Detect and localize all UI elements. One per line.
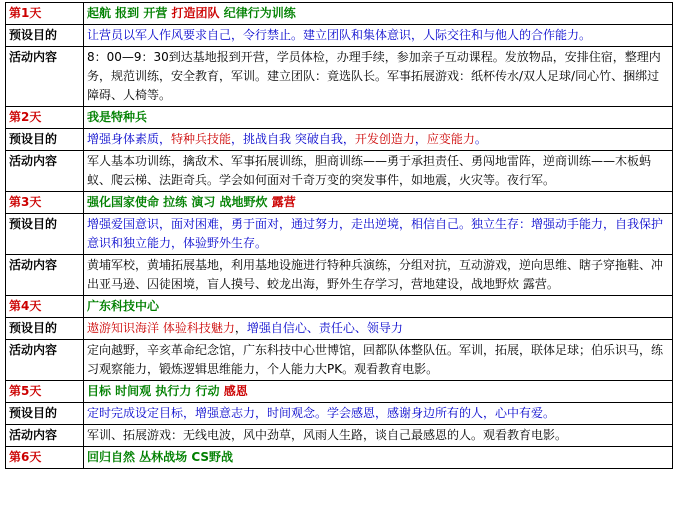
camp-schedule-table	[5, 2, 673, 469]
activity-text: 军人基本功训练，擒敌术、军事拓展训练，胆商训练——勇于承担责任、勇闯地雷阵，逆商训练——木板蚂蚁、爬云梯、法距奇兵。学会如何面对千奇万变的突发事件，如地震，火灾等。夜行军。	[84, 151, 673, 192]
goal-segment: 。	[474, 132, 487, 146]
goal-row	[6, 129, 673, 151]
goal-text	[84, 403, 673, 425]
day-title-segment: 感恩	[223, 384, 248, 398]
day-label: 第4天	[6, 296, 84, 318]
goal-segment: 遨游知识海洋 体验科技魅力	[87, 321, 235, 335]
goal-segment: ，	[414, 132, 427, 146]
day-title-segment: 回归自然 丛林战场 CS野战	[87, 450, 234, 464]
day-title-segment: 我是特种兵	[87, 110, 148, 124]
day-label: 第1天	[6, 3, 84, 25]
goal-segment: 增强自信心、责任心、领导力	[246, 321, 403, 335]
day-title	[84, 192, 673, 214]
goal-segment: 定时完成设定目标，增强意志力，时间观念。学会感恩，感谢身边所有的人，心中有爱。	[87, 406, 556, 420]
goal-text	[84, 25, 673, 47]
goal-row	[6, 403, 673, 425]
activity-row	[6, 340, 673, 381]
activity-row	[6, 47, 673, 107]
activity-label: 活动内容	[6, 47, 84, 107]
goal-label: 预设目的	[6, 318, 84, 340]
activity-text: 黄埔军校，黄埔拓展基地，利用基地设施进行特种兵演练，分组对抗，互动游戏，逆向思维、瞎子穿拖鞋、冲出亚马逊、囚徒困境，盲人摸号、蛟龙出海，野外生存学习，营地建设，战地野炊 露营。	[84, 255, 673, 296]
day-header-row	[6, 107, 673, 129]
day-header-row	[6, 192, 673, 214]
day-title-segment: 纪律行为训练	[219, 6, 296, 20]
day-title	[84, 3, 673, 25]
goal-text	[84, 318, 673, 340]
day-title	[84, 447, 673, 469]
goal-label: 预设目的	[6, 129, 84, 151]
activity-label: 活动内容	[6, 340, 84, 381]
day-title	[84, 107, 673, 129]
day-label: 第2天	[6, 107, 84, 129]
goal-text	[84, 129, 673, 151]
day-title	[84, 381, 673, 403]
day-label: 第6天	[6, 447, 84, 469]
activity-label: 活动内容	[6, 425, 84, 447]
activity-row	[6, 255, 673, 296]
goal-segment: 特种兵技能	[171, 132, 232, 146]
goal-label: 预设目的	[6, 214, 84, 255]
activity-row	[6, 151, 673, 192]
day-title-segment: 广东科技中心	[87, 299, 160, 313]
activity-label: 活动内容	[6, 151, 84, 192]
day-header-row	[6, 296, 673, 318]
day-title-segment: 强化国家使命 拉练 演习 战地野炊	[87, 195, 272, 209]
day-label: 第5天	[6, 381, 84, 403]
goal-label: 预设目的	[6, 403, 84, 425]
activity-label: 活动内容	[6, 255, 84, 296]
goal-row	[6, 214, 673, 255]
goal-text	[84, 214, 673, 255]
goal-segment: 应变能力	[426, 132, 475, 146]
day-header-row	[6, 381, 673, 403]
goal-segment: 增强身体素质，	[87, 132, 172, 146]
day-title-segment: 起航 报到 开营	[87, 6, 172, 20]
goal-row	[6, 318, 673, 340]
day-header-row	[6, 447, 673, 469]
day-title-segment: 目标 时间观 执行力 行动	[87, 384, 224, 398]
day-label: 第3天	[6, 192, 84, 214]
goal-segment: 开发创造力	[354, 132, 415, 146]
activity-text: 8：00—9：30到达基地报到开营，学员体检，办理手续，参加亲子互动课程。发放物品，安排住宿，整理内务，规范训练，安全教育，军训。建立团队：竟选队长。军事拓展游戏：纸杯传水/双人足球/同心竹、捆绑过障碍、人椅等。	[84, 47, 673, 107]
day-title-segment: 露营	[271, 195, 296, 209]
day-title	[84, 296, 673, 318]
goal-row	[6, 25, 673, 47]
goal-segment: 增强爱国意识，面对困难，勇于面对，通过努力，走出逆境，相信自己。独立生存：增强动手能力，自我保护意识和独立能力，体验野外生存。	[87, 217, 664, 250]
activity-text: 军训、拓展游戏：无线电波，风中劲草，风雨人生路，谈自己最感恩的人。观看教育电影。	[84, 425, 673, 447]
goal-segment: ，挑战自我 突破自我，	[231, 132, 355, 146]
day-title-segment: 打造团队	[171, 6, 220, 20]
day-header-row	[6, 3, 673, 25]
activity-row	[6, 425, 673, 447]
goal-segment: 让营员以军人作风要求自己，令行禁止。建立团队和集体意识，人际交往和与他人的合作能力。	[87, 28, 592, 42]
goal-label: 预设目的	[6, 25, 84, 47]
activity-text: 定向越野，辛亥革命纪念馆，广东科技中心世博馆，回都队体整队伍。军训，拓展，联体足球；伯乐识马，练习观察能力，锻炼逻辑思维能力，个人能力大PK。观看教育电影。	[84, 340, 673, 381]
goal-segment: ，	[234, 321, 247, 335]
